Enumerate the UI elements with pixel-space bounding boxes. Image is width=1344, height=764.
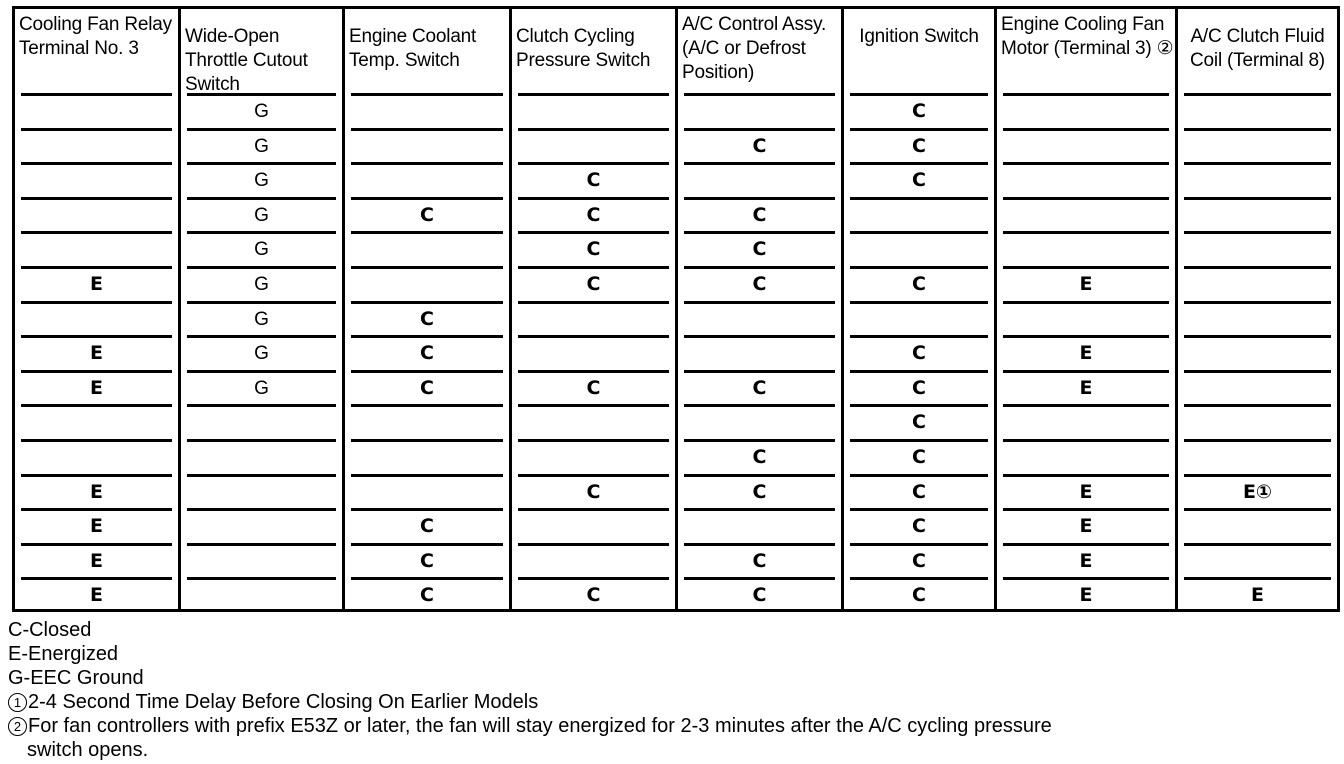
table-cell — [21, 439, 172, 474]
table-cell — [1003, 404, 1169, 439]
table-cell: G — [187, 370, 336, 405]
table-cell — [684, 162, 835, 197]
table-cell — [1003, 439, 1169, 474]
table-cell: C — [684, 197, 835, 232]
table-cell: E — [21, 543, 172, 578]
table-cell — [518, 301, 669, 336]
column-header: A/C Control Assy. (A/C or Defrost Position) — [682, 14, 827, 83]
table-cell — [518, 404, 669, 439]
table-cell: C — [518, 577, 669, 612]
table-cell — [351, 266, 503, 301]
table-cell: E — [21, 474, 172, 509]
column-6 — [844, 9, 997, 609]
footnote-1-text: 2-4 Second Time Delay Before Closing On Earlier Models — [28, 691, 539, 713]
table-cell: C — [518, 231, 669, 266]
column-header: Engine Cooling Fan Motor (Terminal 3) ② — [1001, 14, 1174, 59]
table-cell — [21, 231, 172, 266]
table-cell — [850, 197, 988, 232]
table-cell: C — [850, 266, 988, 301]
table-cell: C — [684, 266, 835, 301]
table-cell: E — [1003, 335, 1169, 370]
table-cell: C — [351, 335, 503, 370]
table-cell — [684, 335, 835, 370]
column-header: Engine Coolant Temp. Switch — [349, 26, 477, 71]
footnote-2 — [8, 714, 1052, 738]
table-cell — [1003, 197, 1169, 232]
table-cell — [1184, 301, 1331, 336]
table-cell: C — [518, 162, 669, 197]
table-cell: C — [518, 266, 669, 301]
table-cell: C — [518, 197, 669, 232]
table-cell: E — [21, 508, 172, 543]
table-cell: E — [1003, 543, 1169, 578]
column-5 — [678, 9, 844, 609]
table-cell: E — [1003, 266, 1169, 301]
table-cell — [684, 93, 835, 128]
table-cell — [1184, 93, 1331, 128]
table-cell — [21, 301, 172, 336]
table-cell: C — [850, 474, 988, 509]
table-cell — [1184, 128, 1331, 163]
table-cell: C — [351, 370, 503, 405]
table-cell — [1184, 439, 1331, 474]
table-cell: C — [850, 439, 988, 474]
table-cell: E① — [1184, 474, 1331, 509]
table-cell: G — [187, 335, 336, 370]
table-cell: C — [351, 301, 503, 336]
table-cell: C — [850, 335, 988, 370]
table-cell — [684, 404, 835, 439]
table-cell: G — [187, 231, 336, 266]
table-cell — [1184, 404, 1331, 439]
table-cell — [351, 162, 503, 197]
table-cell — [21, 404, 172, 439]
table-cell — [1003, 301, 1169, 336]
table-cell — [684, 301, 835, 336]
table-cell: G — [187, 128, 336, 163]
table-cell: C — [351, 577, 503, 612]
footnote-2-marker: 2 — [8, 717, 27, 736]
footnote-2-continuation: switch opens. — [27, 739, 149, 761]
table-cell: E — [1003, 577, 1169, 612]
column-header: A/C Clutch Fluid Coil (Terminal 8) — [1190, 26, 1325, 71]
table-cell: G — [187, 266, 336, 301]
table-cell: E — [1003, 370, 1169, 405]
table-cell — [1003, 231, 1169, 266]
table-cell — [1184, 231, 1331, 266]
column-1 — [15, 9, 181, 609]
table-cell — [518, 543, 669, 578]
table-cell: C — [684, 231, 835, 266]
table-cell: C — [684, 439, 835, 474]
table-cell: E — [1003, 508, 1169, 543]
table-cell — [850, 231, 988, 266]
table-cell: C — [684, 370, 835, 405]
column-header: Wide-Open Throttle Cutout Switch — [185, 26, 308, 95]
table-cell — [21, 197, 172, 232]
table-cell — [1184, 197, 1331, 232]
table-cell — [187, 577, 336, 612]
table-cell — [1184, 370, 1331, 405]
footnote-1 — [8, 690, 1052, 714]
table-cell — [850, 301, 988, 336]
table-cell: E — [21, 577, 172, 612]
table-cell — [187, 404, 336, 439]
table-cell: C — [351, 543, 503, 578]
table-cell: C — [850, 128, 988, 163]
footnote-1-marker: 1 — [8, 693, 27, 712]
table-cell: E — [1184, 577, 1331, 612]
table-cell — [351, 93, 503, 128]
table-cell — [21, 128, 172, 163]
table-cell: C — [850, 162, 988, 197]
table-cell: C — [684, 128, 835, 163]
column-header: Clutch Cycling Pressure Switch — [516, 26, 651, 71]
table-cell: E — [21, 335, 172, 370]
table-cell — [1184, 508, 1331, 543]
column-header: Cooling Fan Relay Terminal No. 3 — [19, 14, 172, 59]
table-cell — [351, 231, 503, 266]
table-cell: G — [187, 93, 336, 128]
column-3 — [345, 9, 512, 609]
table-cell: C — [850, 404, 988, 439]
table-cell — [518, 128, 669, 163]
column-header: Ignition Switch — [859, 26, 979, 47]
table-cell: C — [684, 543, 835, 578]
table-cell — [518, 508, 669, 543]
table-cell: E — [1003, 474, 1169, 509]
table-cell: C — [518, 474, 669, 509]
column-4 — [512, 9, 678, 609]
table-cell — [21, 93, 172, 128]
table-cell: G — [187, 197, 336, 232]
table-cell — [1184, 266, 1331, 301]
footnote-2-text: For fan controllers with prefix E53Z or later, the fan will stay energized for 2-3 minutes after the A/C cycling pressure — [28, 715, 1052, 737]
table-cell: C — [850, 370, 988, 405]
column-2 — [181, 9, 345, 609]
table-cell: C — [518, 370, 669, 405]
table-cell: C — [684, 577, 835, 612]
table-cell — [1184, 162, 1331, 197]
table-cell: E — [21, 266, 172, 301]
table-cell — [1003, 162, 1169, 197]
table-cell — [1003, 128, 1169, 163]
table-cell — [351, 439, 503, 474]
table-cell — [187, 439, 336, 474]
table-cell: C — [850, 93, 988, 128]
table-cell — [518, 439, 669, 474]
table-cell — [351, 128, 503, 163]
table-cell: G — [187, 162, 336, 197]
table-cell — [1003, 93, 1169, 128]
table-cell — [21, 162, 172, 197]
table-cell — [351, 404, 503, 439]
table-cell — [1184, 335, 1331, 370]
table-cell: C — [684, 474, 835, 509]
table-cell — [351, 474, 503, 509]
table-cell — [1184, 543, 1331, 578]
table-cell: C — [850, 508, 988, 543]
legend — [8, 618, 1052, 762]
table-cell: E — [21, 370, 172, 405]
table-cell: C — [850, 543, 988, 578]
table-cell: C — [850, 577, 988, 612]
table-cell: C — [351, 197, 503, 232]
table-cell — [187, 543, 336, 578]
table-cell — [518, 93, 669, 128]
legend-closed: C-Closed — [8, 619, 92, 641]
legend-ground: G-EEC Ground — [8, 667, 144, 689]
column-7 — [997, 9, 1178, 609]
column-8 — [1178, 9, 1337, 609]
relay-truth-table — [12, 6, 1340, 612]
legend-energized: E-Energized — [8, 643, 119, 665]
table-cell — [518, 335, 669, 370]
table-cell: G — [187, 301, 336, 336]
table-cell: C — [351, 508, 503, 543]
table-cell — [187, 508, 336, 543]
table-cell — [187, 474, 336, 509]
table-cell — [684, 508, 835, 543]
